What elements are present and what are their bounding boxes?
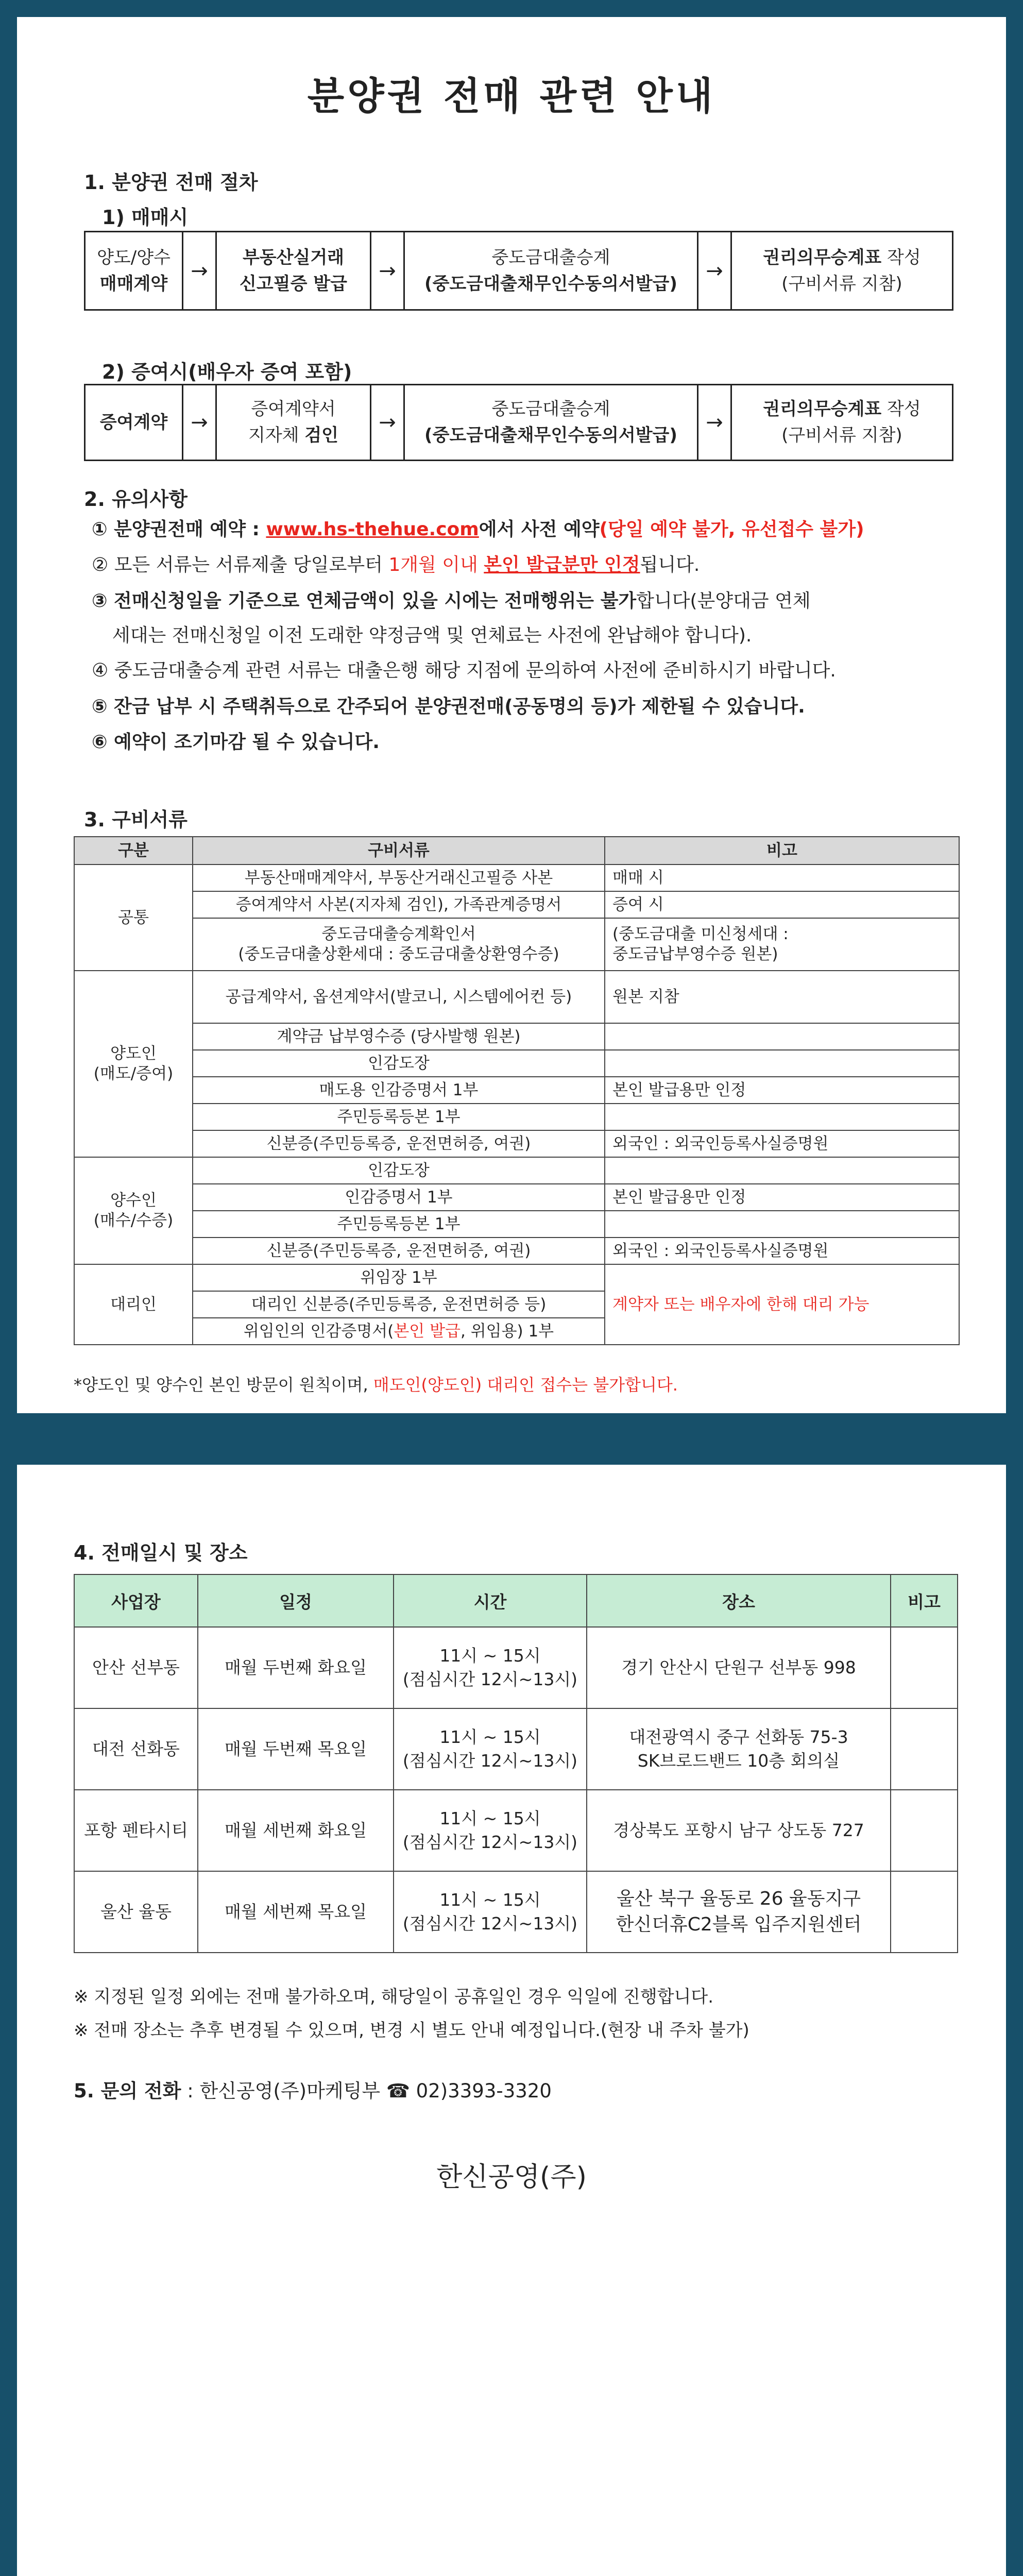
sale-step-contract-line1: 양도/양수 xyxy=(97,247,170,268)
place-cell xyxy=(587,1790,891,1871)
sale-step-succession-line2: (구비서류 지참) xyxy=(781,273,902,294)
schedule-cell: 매월 세번째 목요일 xyxy=(198,1871,394,1953)
remark-cell: 증여 시 xyxy=(605,891,959,918)
table-row xyxy=(74,1023,959,1050)
site-cell: 대전 선화동 xyxy=(74,1708,198,1790)
doc-cell: 대리인 신분증(주민등록증, 운전면허증 등) xyxy=(193,1291,605,1318)
note-cell xyxy=(891,1790,958,1871)
col-note: 비고 xyxy=(891,1574,958,1627)
table-header-row xyxy=(74,1574,958,1627)
table-row xyxy=(74,1708,958,1790)
category-buyer xyxy=(74,1157,193,1264)
gift-step-inspection xyxy=(217,385,371,460)
schedule-cell: 매월 두번째 화요일 xyxy=(198,1627,394,1708)
remark-cell xyxy=(605,1157,959,1184)
col-documents: 구비서류 xyxy=(193,837,605,865)
table-row xyxy=(74,1871,958,1953)
required-documents-table xyxy=(74,836,960,1345)
schedule-note-1: ※ 지정된 일정 외에는 전매 불가하오며, 해당일이 공휴일인 경우 익일에 진행합니다. xyxy=(74,1987,714,2007)
sale-step-succession-line1 xyxy=(763,245,920,271)
table-row xyxy=(74,865,959,891)
arrow-icon: → xyxy=(183,232,217,309)
doc-cell: 증여계약서 사본(지자체 검인), 가족관계증명서 xyxy=(193,891,605,918)
doc-cell: 주민등록등본 1부 xyxy=(193,1104,605,1130)
sale-step-report-line2: 신고필증 발급 xyxy=(240,273,347,294)
table-row xyxy=(74,1238,959,1264)
place-line: 한신더휴C2블록 입주지원센터 xyxy=(616,1914,862,1935)
table-row xyxy=(74,1050,959,1077)
succession-write-label: 작성 xyxy=(881,247,921,268)
gift-step-loan-line2: (중도금대출채무인수동의서발급) xyxy=(424,425,677,446)
category-agent: 대리인 xyxy=(74,1264,193,1345)
col-remarks: 비고 xyxy=(605,837,959,865)
notice-5: ⑤ 잔금 납부 시 주택취득으로 간주되어 분양권전매(공동명의 등)가 제한될 수 있습니다. xyxy=(92,696,805,717)
place-line: 경기 안산시 단원구 선부동 998 xyxy=(621,1657,856,1677)
notice-2-self-issued: 본인 발급분만 인정 xyxy=(484,554,640,575)
note-cell xyxy=(891,1871,958,1953)
gift-step-inspection-line2 xyxy=(248,422,338,449)
site-cell: 울산 율동 xyxy=(74,1871,198,1953)
remark-cell: 본인 발급용만 인정 xyxy=(605,1184,959,1211)
succession-form-label: 권리의무승계표 xyxy=(763,247,882,268)
notice-6: ⑥ 예약이 조기마감 될 수 있습니다. xyxy=(92,732,380,753)
schedule-note-2: ※ 전매 장소는 추후 변경될 수 있으며, 변경 시 별도 안내 예정입니다.(현장 내 주차 불가) xyxy=(74,2020,749,2041)
section-1-heading: 1. 분양권 전매 절차 xyxy=(84,171,258,194)
remark-cell xyxy=(605,1211,959,1238)
category-line: 양도인 xyxy=(110,1044,157,1063)
gift-step-contract: 증여계약 xyxy=(86,385,183,460)
notice-2-tail: 됩니다. xyxy=(640,554,700,575)
doc-cell xyxy=(193,1318,605,1345)
place-line: SK브로드밴드 10층 회의실 xyxy=(637,1751,840,1771)
remark-line: (중도금대출 미신청세대 : xyxy=(612,925,789,944)
sale-step-contract xyxy=(86,232,183,309)
table-row xyxy=(74,1157,959,1184)
category-line: (매도/증여) xyxy=(93,1064,174,1083)
schedule-cell: 매월 세번째 화요일 xyxy=(198,1790,394,1871)
time-line: (점심시간 12시~13시) xyxy=(402,1669,578,1689)
arrow-icon: → xyxy=(698,385,732,460)
gift-step-loan xyxy=(405,385,698,460)
place-cell xyxy=(587,1708,891,1790)
section-2-heading: 2. 유의사항 xyxy=(84,488,187,511)
place-cell xyxy=(587,1627,891,1708)
remark-cell xyxy=(605,1104,959,1130)
doc-cell xyxy=(193,918,605,971)
sale-step-contract-line2: 매매계약 xyxy=(99,273,168,294)
notice-4: ④ 중도금대출승계 관련 서류는 대출은행 해당 지점에 문의하여 사전에 준비하시기 바랍니다. xyxy=(92,660,836,681)
table-row xyxy=(74,1104,959,1130)
col-category: 구분 xyxy=(74,837,193,865)
schedule-table xyxy=(74,1574,958,1953)
agent-remark: 계약자 또는 배우자에 한해 대리 가능 xyxy=(605,1264,959,1345)
doc-line: (중도금대출상환세대 : 중도금대출상환영수증) xyxy=(238,945,559,963)
remark-cell xyxy=(605,1023,959,1050)
col-place: 장소 xyxy=(587,1574,891,1627)
category-line: (매수/수증) xyxy=(93,1211,174,1230)
time-cell xyxy=(394,1871,587,1953)
page-2 xyxy=(17,1465,1006,2576)
gift-heading: 2) 증여시(배우자 증여 포함) xyxy=(102,361,352,383)
site-cell: 포항 펜타시티 xyxy=(74,1790,198,1871)
footnote-warning: 매도인(양도인) 대리인 접수는 불가합니다. xyxy=(373,1375,678,1395)
doc-line: 중도금대출승계확인서 xyxy=(321,925,476,944)
doc-cell: 주민등록등본 1부 xyxy=(193,1211,605,1238)
table-row xyxy=(74,1184,959,1211)
notice-1-lead: ① 분양권전매 예약 : xyxy=(92,519,266,540)
gift-inspection-prefix: 지자체 xyxy=(248,425,305,446)
doc-cell: 매도용 인감증명서 1부 xyxy=(193,1077,605,1104)
remark-cell: 원본 지참 xyxy=(605,971,959,1023)
sale-step-succession xyxy=(732,232,952,309)
notice-2-lead: ② 모든 서류는 서류제출 당일로부터 xyxy=(92,554,389,575)
time-cell xyxy=(394,1790,587,1871)
gift-succession-form-label: 권리의무승계표 xyxy=(763,399,882,419)
gift-inspection-bold: 검인 xyxy=(304,425,339,446)
table-row xyxy=(74,1211,959,1238)
section-3-heading: 3. 구비서류 xyxy=(84,808,187,831)
table-row xyxy=(74,1627,958,1708)
remark-cell: 외국인 : 외국인등록사실증명원 xyxy=(605,1238,959,1264)
doc-part: , 위임용) 1부 xyxy=(460,1321,554,1341)
time-cell xyxy=(394,1627,587,1708)
notice-2 xyxy=(92,553,700,578)
table-row xyxy=(74,918,959,971)
section-5-heading: 5. 문의 전화 xyxy=(74,2080,181,2102)
sale-step-report xyxy=(217,232,371,309)
section-4-heading: 4. 전매일시 및 장소 xyxy=(74,1541,248,1564)
table-row xyxy=(74,971,959,1023)
schedule-cell: 매월 두번째 목요일 xyxy=(198,1708,394,1790)
arrow-icon: → xyxy=(698,232,732,309)
gift-step-succession-line2: (구비서류 지참) xyxy=(781,425,902,446)
doc-cell: 위임장 1부 xyxy=(193,1264,605,1291)
col-schedule: 일정 xyxy=(198,1574,394,1627)
gift-flow xyxy=(84,384,953,461)
notice-1 xyxy=(92,518,864,542)
doc-cell: 신분증(주민등록증, 운전면허증, 여권) xyxy=(193,1130,605,1157)
arrow-icon: → xyxy=(371,232,405,309)
place-line: 경상북도 포항시 남구 상도동 727 xyxy=(613,1820,864,1840)
notice-3 xyxy=(92,589,811,614)
gift-step-succession-line1 xyxy=(763,396,920,422)
sale-heading: 1) 매매시 xyxy=(102,206,189,229)
table-row xyxy=(74,1077,959,1104)
documents-footnote xyxy=(74,1372,678,1396)
time-cell xyxy=(394,1708,587,1790)
time-line: (점심시간 12시~13시) xyxy=(402,1832,578,1852)
site-cell: 안산 선부동 xyxy=(74,1627,198,1708)
contact-text: : 한신공영(주)마케팅부 ☎ 02)3393-3320 xyxy=(181,2080,552,2102)
table-row xyxy=(74,1130,959,1157)
time-line: 11시 ~ 15시 xyxy=(439,1726,541,1747)
remark-cell: 본인 발급용만 인정 xyxy=(605,1077,959,1104)
page-title: 분양권 전매 관련 안내 xyxy=(307,74,716,118)
time-line: 11시 ~ 15시 xyxy=(439,1808,541,1828)
doc-cell: 부동산매매계약서, 부동산거래신고필증 사본 xyxy=(193,865,605,891)
table-row xyxy=(74,891,959,918)
sale-step-loan-line2: (중도금대출채무인수동의서발급) xyxy=(424,273,677,294)
notice-1-warning: (당일 예약 불가, 유선접수 불가) xyxy=(599,519,864,540)
table-header-row xyxy=(74,837,959,865)
doc-cell: 공급계약서, 옵션계약서(발코니, 시스템에어컨 등) xyxy=(193,971,605,1023)
notice-1-mid: 에서 사전 예약 xyxy=(479,519,600,540)
doc-part: 위임인의 인감증명서( xyxy=(243,1321,394,1341)
col-time: 시간 xyxy=(394,1574,587,1627)
arrow-icon: → xyxy=(183,385,217,460)
time-line: (점심시간 12시~13시) xyxy=(402,1751,578,1771)
remark-cell: 매매 시 xyxy=(605,865,959,891)
col-site: 사업장 xyxy=(74,1574,198,1627)
contact-line xyxy=(74,2075,552,2103)
time-line: 11시 ~ 15시 xyxy=(439,1645,541,1666)
place-line: 대전광역시 중구 선화동 75-3 xyxy=(629,1726,848,1747)
doc-cell: 신분증(주민등록증, 운전면허증, 여권) xyxy=(193,1238,605,1264)
remark-cell xyxy=(605,918,959,971)
doc-cell: 인감도장 xyxy=(193,1050,605,1077)
doc-part-highlight: 본인 발급 xyxy=(394,1321,461,1341)
notice-3-lead: ③ 전매신청일을 기준으로 연체금액이 있을 시에는 전매행위는 불가 xyxy=(92,590,637,612)
notice-3-cont: 세대는 전매신청일 이전 도래한 약정금액 및 연체료는 사전에 완납해야 합니다). xyxy=(112,625,752,646)
notice-3-tail: 합니다(분양대금 연체 xyxy=(636,590,811,612)
doc-cell: 계약금 납부영수증 (당사발행 원본) xyxy=(193,1023,605,1050)
notice-2-period: 1개월 이내 xyxy=(388,554,484,575)
gift-step-loan-line1: 중도금대출승계 xyxy=(491,399,610,419)
gift-step-succession xyxy=(732,385,952,460)
page-1 xyxy=(17,17,1006,1413)
remark-cell xyxy=(605,1050,959,1077)
sale-step-report-line1: 부동산실거래 xyxy=(242,247,345,268)
arrow-icon: → xyxy=(371,385,405,460)
sale-flow xyxy=(84,231,953,311)
footnote-lead: *양도인 및 양수인 본인 방문이 원칙이며, xyxy=(74,1375,373,1395)
time-line: 11시 ~ 15시 xyxy=(439,1889,541,1910)
sale-step-loan-line1: 중도금대출승계 xyxy=(491,247,610,268)
gift-step-inspection-line1: 증여계약서 xyxy=(251,399,336,419)
doc-cell: 인감도장 xyxy=(193,1157,605,1184)
category-line: 양수인 xyxy=(110,1191,157,1210)
note-cell xyxy=(891,1708,958,1790)
doc-cell: 인감증명서 1부 xyxy=(193,1184,605,1211)
gift-succession-write-label: 작성 xyxy=(881,399,921,419)
company-name: 한신공영(주) xyxy=(436,2162,587,2193)
category-seller xyxy=(74,971,193,1157)
category-common: 공통 xyxy=(74,865,193,971)
reservation-link[interactable]: www.hs-thehue.com xyxy=(266,519,479,540)
note-cell xyxy=(891,1627,958,1708)
table-row xyxy=(74,1264,959,1291)
remark-cell: 외국인 : 외국인등록사실증명원 xyxy=(605,1130,959,1157)
table-row xyxy=(74,1790,958,1871)
sale-step-loan xyxy=(405,232,698,309)
remark-line: 중도금납부영수증 원본) xyxy=(612,945,778,963)
place-line: 울산 북구 율동로 26 율동지구 xyxy=(616,1888,861,1909)
time-line: (점심시간 12시~13시) xyxy=(402,1913,578,1934)
place-cell xyxy=(587,1871,891,1953)
